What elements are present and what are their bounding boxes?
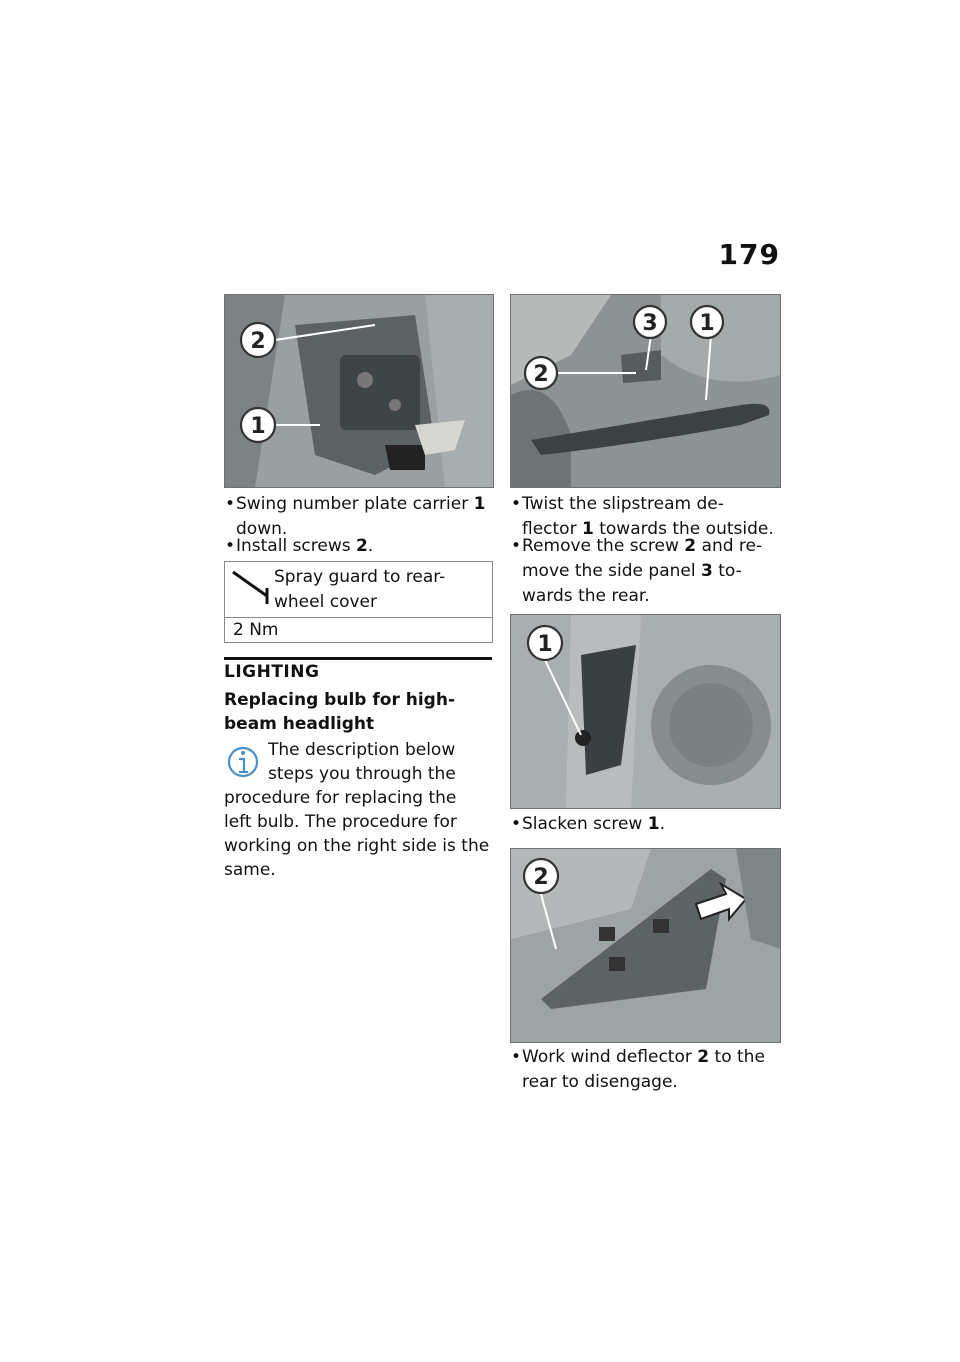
bullet-dot: • [511,536,522,556]
svg-text:1: 1 [537,632,553,657]
svg-text:2: 2 [533,865,549,890]
section-heading: LIGHTING [224,662,320,682]
svg-text:1: 1 [699,311,715,336]
step-slacken-screw: • Slacken screw 1. [511,812,781,837]
note-line-3: procedure for replacing the [224,788,457,808]
torque-wrench-icon [231,568,273,606]
step-work-wind-deflector: • Work wind deflector 2 to the rear to disengage. [511,1047,765,1092]
photo-wind-deflector [510,848,781,1043]
page-number: 179 [718,238,780,271]
torque-table [224,561,493,643]
callout-1 [528,626,562,660]
step-swing-plate-carrier: • Swing number plate carrier 1 down. [225,494,486,539]
svg-text:3: 3 [642,311,658,336]
callout-2 [524,859,558,893]
callout-2 [525,357,557,389]
callout-3 [634,306,666,338]
step-remove-screw: • Remove the screw 2 and re- move the side panel 3 to- wards the rear. [511,536,763,606]
bullet-dot: • [511,494,522,514]
info-icon [226,742,260,782]
svg-text:2: 2 [250,329,266,354]
step-install-screws: • Install screws 2. [225,534,493,559]
svg-text:2: 2 [533,362,549,387]
torque-label: Spray guard to rear- wheel cover [274,567,446,612]
photo-slacken-screw [510,614,781,809]
bullet-dot: • [511,814,522,834]
bullet-dot: • [511,1047,522,1067]
bullet-dot: • [225,494,236,514]
bullet-dot: • [225,536,236,556]
photo-number-plate-carrier [224,294,494,488]
step-twist-deflector: • Twist the slipstream de- flector 1 towards the outside. [511,494,774,539]
note-line-6: same. [224,860,276,880]
screw-illustration [511,615,780,808]
wind-deflector-illustration [511,849,780,1042]
note-line-2: steps you through the [268,764,456,784]
callout-2 [241,323,275,357]
photo-slipstream-deflector [510,294,781,488]
torque-label-row [225,562,492,618]
torque-value: 2 Nm [233,620,279,640]
callout-1 [691,306,723,338]
deflector-illustration [511,295,780,487]
note-line-4: left bulb. The procedure for [224,812,457,832]
number-plate-illustration [225,295,493,487]
note-line-1: The description below [268,740,456,760]
note-line-5: working on the right side is the [224,836,490,856]
sub-heading: Replacing bulb for high-beam headlight [224,690,456,734]
svg-text:1: 1 [250,414,266,439]
section-rule [224,657,492,660]
callout-1 [241,408,275,442]
